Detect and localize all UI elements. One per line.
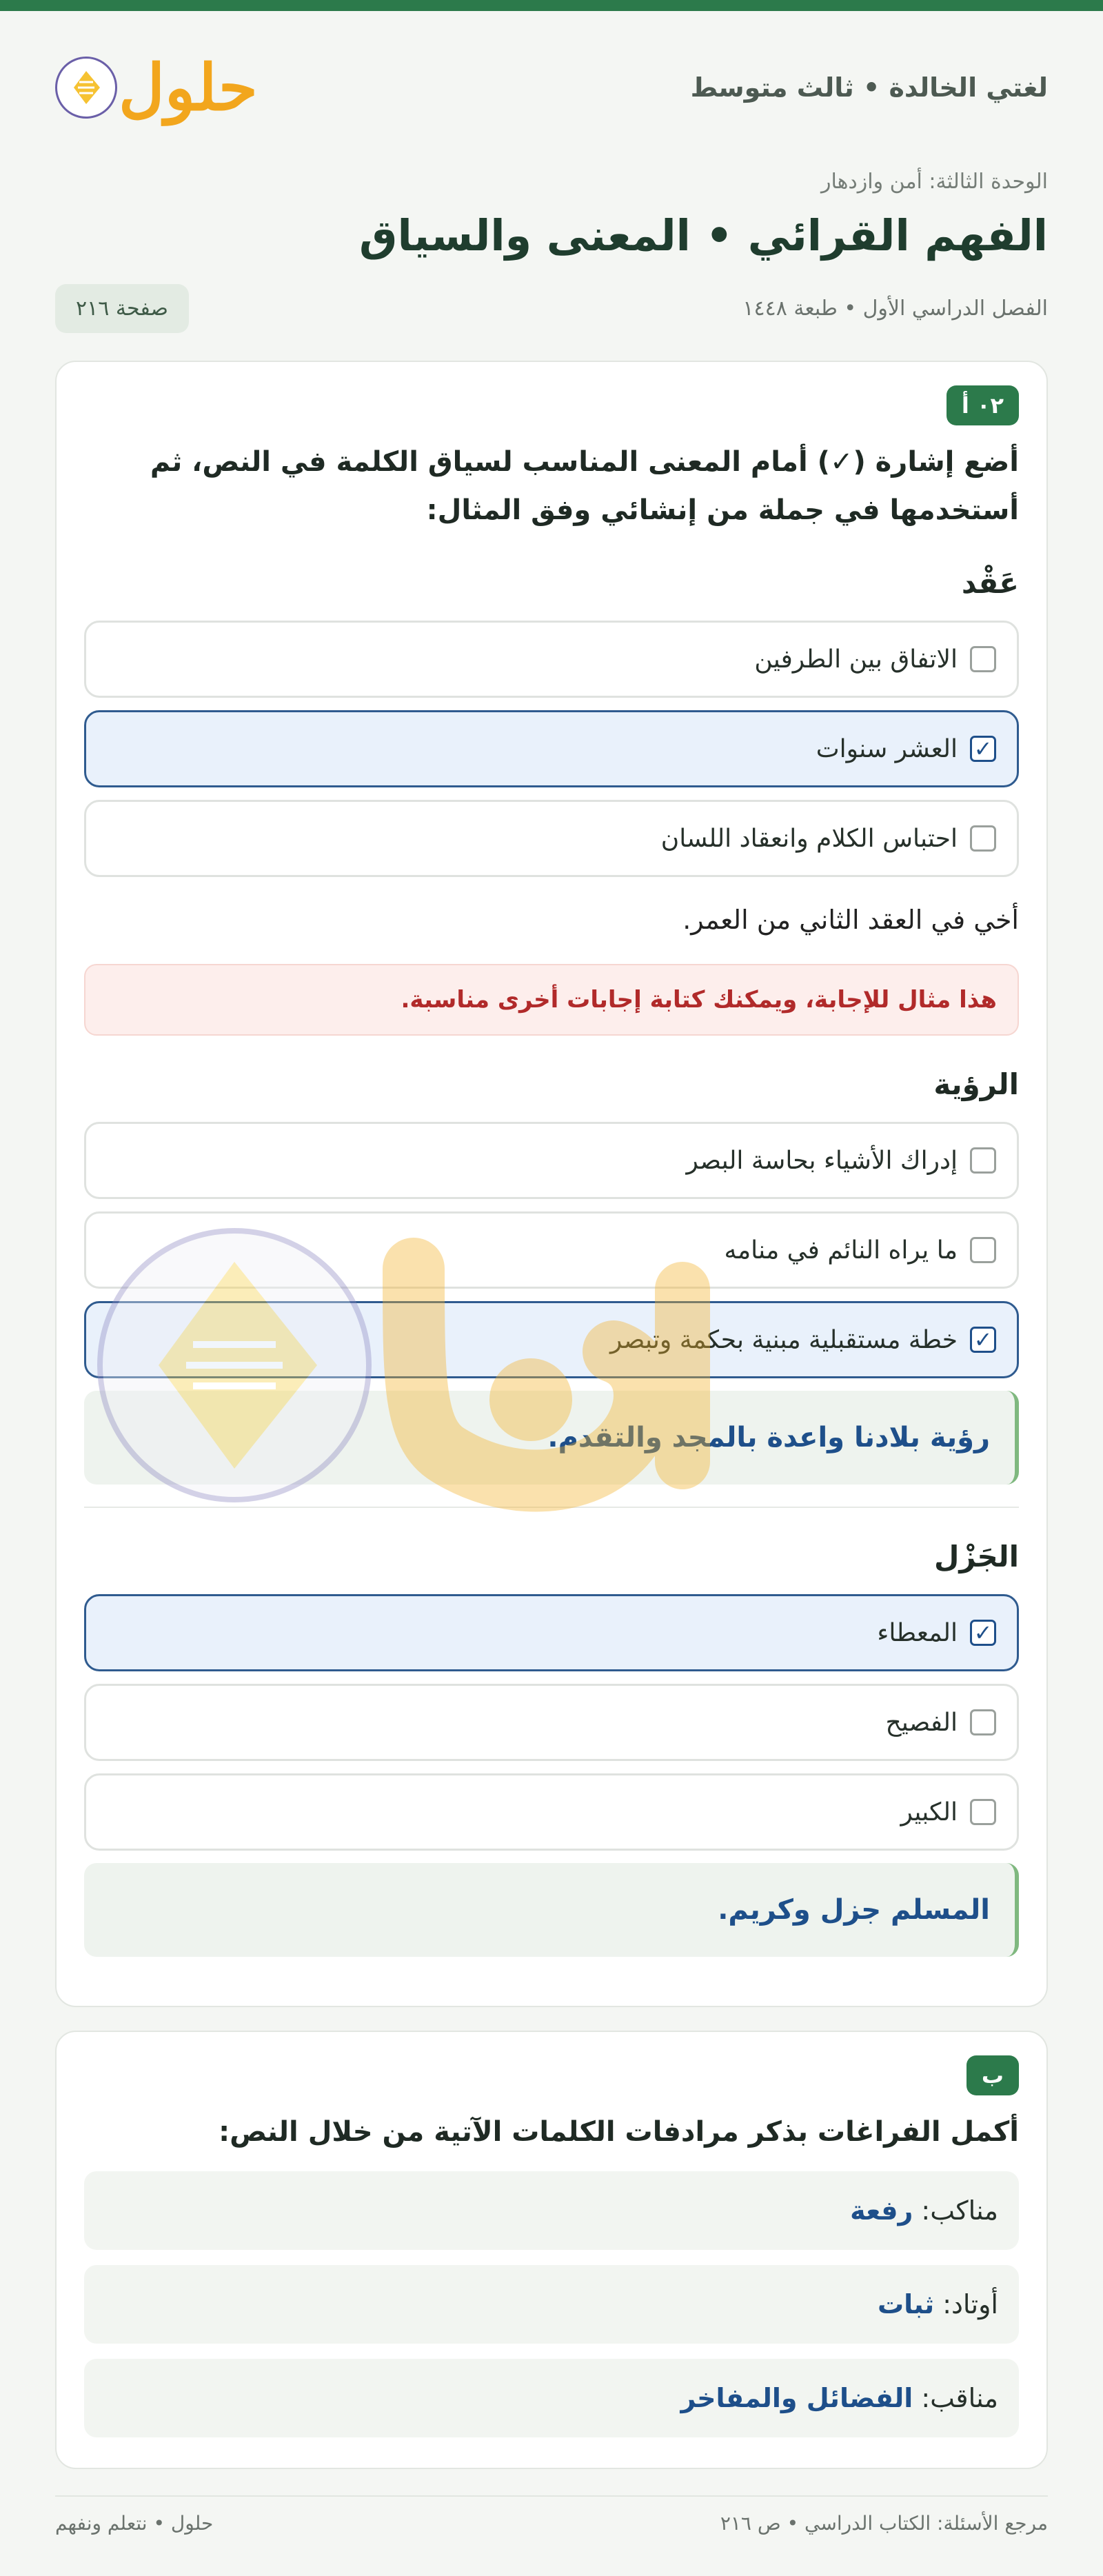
question-number-badge: ٠٢ أ — [947, 385, 1019, 425]
option-label: احتباس الكلام وانعقاد اللسان — [660, 824, 958, 853]
book-title: لغتي الخالدة • ثالث متوسط — [690, 72, 1048, 103]
checkbox[interactable] — [970, 1799, 996, 1825]
logo-text: حلول — [119, 50, 258, 125]
example-note: هذا مثال للإجابة، ويمكنك كتابة إجابات أخرى مناسبة. — [84, 964, 1019, 1036]
question-instruction: أكمل الفراغات بذكر مرادفات الكلمات الآتية من خلال النص: — [219, 2116, 1019, 2148]
fill-answer: رفعة — [850, 2195, 913, 2226]
question-b-card — [55, 2031, 1048, 2469]
checkbox[interactable] — [970, 1709, 996, 1735]
checkbox[interactable] — [970, 646, 996, 672]
question-number-badge: ب — [967, 2055, 1019, 2095]
fill-in-row — [84, 2359, 1019, 2437]
answer-option-selected[interactable] — [84, 1594, 1019, 1671]
answer-option[interactable] — [84, 1211, 1019, 1289]
meta-row — [55, 284, 1048, 333]
unit-label: الوحدة الثالثة: أمن وازدهار — [820, 170, 1048, 194]
option-label: الاتفاق بين الطرفين — [754, 645, 958, 674]
divider — [84, 1507, 1019, 1508]
footer — [55, 2495, 1048, 2535]
option-label: إدراك الأشياء بحاسة البصر — [686, 1146, 958, 1175]
option-label: المعطاء — [877, 1618, 958, 1647]
page-number-badge: صفحة ٢١٦ — [55, 284, 189, 333]
fill-answer: ثبات — [877, 2289, 935, 2320]
answer-option-selected[interactable] — [84, 1301, 1019, 1378]
answer-option[interactable] — [84, 621, 1019, 698]
checkbox-checked[interactable]: ✓ — [970, 1620, 996, 1646]
question-instruction: أضع إشارة (✓) أمام المعنى المناسب لسياق الكلمة في النص، ثم أستخدمها في جملة من إنشائي وفق المثال: — [150, 446, 1019, 526]
option-label: الكبير — [900, 1798, 958, 1827]
footer-reference: مرجع الأسئلة: الكتاب الدراسي • ص ٢١٦ — [720, 2512, 1048, 2535]
header — [55, 11, 1048, 164]
checkbox[interactable] — [970, 1147, 996, 1174]
checkbox-checked[interactable]: ✓ — [970, 1327, 996, 1353]
page-title: الفهم القرائي • المعنى والسياق — [359, 210, 1048, 261]
logo-book-icon — [55, 57, 117, 119]
fill-in-row — [84, 2171, 1019, 2250]
fill-label: مناقب: — [921, 2383, 998, 2413]
answer-sentence: المسلم جزل وكريم. — [84, 1863, 1019, 1957]
fill-answer: الفضائل والمفاخر — [680, 2383, 913, 2413]
example-sentence: أخي في العقد الثاني من العمر. — [682, 905, 1019, 935]
site-logo[interactable] — [55, 50, 258, 125]
answer-option[interactable] — [84, 1773, 1019, 1851]
answer-option[interactable] — [84, 1684, 1019, 1761]
checkbox-checked[interactable]: ✓ — [970, 736, 996, 762]
semester-info: الفصل الدراسي الأول • طبعة ١٤٤٨ — [742, 296, 1048, 321]
page — [0, 11, 1103, 2535]
answer-option[interactable] — [84, 800, 1019, 877]
footer-brand: حلول • نتعلم ونفهم — [55, 2512, 214, 2535]
option-label: الفصيح — [885, 1708, 958, 1737]
fill-label: أوتاد: — [942, 2289, 998, 2320]
answer-option[interactable] — [84, 1122, 1019, 1199]
checkbox[interactable] — [970, 1237, 996, 1263]
vocab-word: الرؤية — [933, 1067, 1019, 1101]
vocab-word: عَقْد — [961, 566, 1019, 600]
answer-sentence: رؤية بلادنا واعدة بالمجد والتقدم. — [84, 1391, 1019, 1485]
fill-label: مناكب: — [921, 2195, 998, 2226]
option-label: خطة مستقبلية مبنية بحكمة وتبصر — [609, 1325, 958, 1354]
vocab-word: الجَزْل — [933, 1540, 1019, 1573]
top-accent-bar — [0, 0, 1103, 11]
checkbox[interactable] — [970, 825, 996, 852]
answer-option-selected[interactable] — [84, 710, 1019, 787]
question-a-card — [55, 361, 1048, 2007]
fill-in-row — [84, 2265, 1019, 2344]
option-label: العشر سنوات — [816, 734, 958, 763]
option-label: ما يراه النائم في منامه — [724, 1236, 958, 1265]
